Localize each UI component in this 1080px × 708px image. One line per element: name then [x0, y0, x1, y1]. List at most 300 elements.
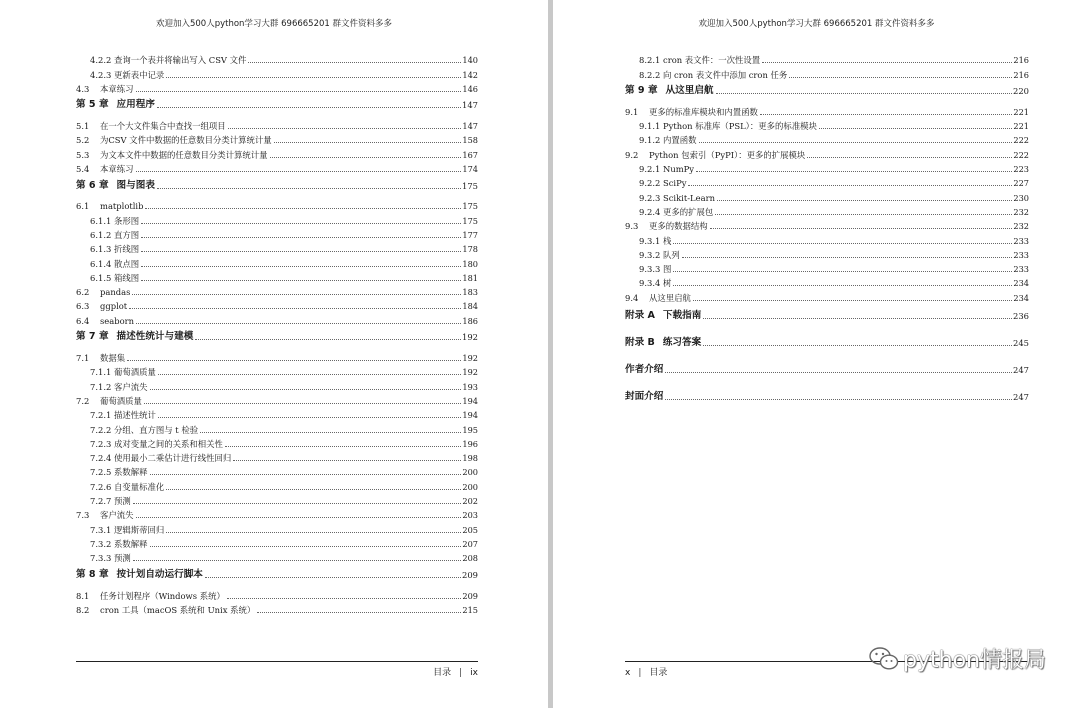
toc-entry: [625, 303, 1029, 330]
dot-leader: [157, 187, 461, 189]
dot-leader: [248, 61, 461, 63]
toc-entry-page: 142: [462, 69, 478, 80]
page-header: 欢迎加入500人python学习大群 696665201 群文件资料多多: [155, 19, 393, 29]
toc-entry-title: SciPy: [663, 178, 687, 189]
dot-leader: [136, 170, 462, 172]
toc-entry-title: 封面介绍: [625, 391, 664, 403]
toc-entry-title: 数据集: [100, 353, 126, 364]
toc-right: [625, 51, 1029, 411]
toc-entry-page: 202: [462, 496, 478, 507]
toc-entry-title: Scikit-Learn: [663, 192, 715, 203]
toc-entry: [625, 203, 1029, 217]
toc-entry-number: 6.1.5: [90, 272, 112, 283]
toc-entry-page: 209: [462, 569, 478, 580]
page-footer: [433, 665, 478, 678]
toc-entry: [76, 94, 478, 117]
toc-entry: [625, 260, 1029, 274]
toc-entry-number: 7.2.4: [90, 453, 112, 464]
toc-entry-number: 6.1.3: [90, 244, 112, 255]
toc-entry-title: 下载指南: [662, 310, 702, 322]
toc-entry-page: 222: [1013, 149, 1029, 160]
toc-entry-title: 从这里启航: [665, 85, 714, 97]
toc-entry-page: 178: [462, 244, 478, 255]
dot-leader: [699, 141, 1013, 143]
toc-entry-title: 葡萄酒质量: [100, 395, 142, 406]
toc-entry: [625, 246, 1029, 260]
dot-leader: [227, 597, 462, 599]
dot-leader: [166, 531, 461, 533]
toc-entry-page: 223: [1013, 164, 1029, 175]
toc-entry-page: 216: [1013, 69, 1029, 80]
dot-leader: [257, 611, 461, 613]
toc-entry-title: 按计划自动运行脚本: [116, 568, 203, 580]
toc-entry-title: 作者介绍: [625, 364, 664, 376]
toc-entry-title: 预测: [114, 496, 131, 507]
toc-entry-title: 树: [663, 278, 672, 289]
toc-entry-title: 任务计划程序（Windows 系统）: [100, 590, 225, 601]
toc-entry-title: matplotlib: [100, 201, 144, 212]
toc-entry-title: ggplot: [100, 301, 128, 312]
toc-entry-page: 196: [462, 438, 478, 449]
toc-entry-title: seaborn: [100, 315, 135, 326]
dot-leader: [673, 270, 1012, 272]
toc-entry-page: 234: [1013, 292, 1029, 303]
dot-leader: [129, 307, 461, 309]
toc-entry: [76, 51, 478, 65]
toc-entry-title: cron 工具（macOS 系统和 Unix 系统）: [100, 604, 256, 615]
toc-entry-page: 186: [462, 315, 478, 326]
dot-leader: [819, 127, 1013, 129]
toc-entry-page: 174: [462, 164, 478, 175]
toc-entry-number: 7.1.1: [90, 367, 112, 378]
toc-entry-title: 内置函数: [663, 135, 697, 146]
toc-entry-page: 233: [1013, 249, 1029, 260]
toc-entry-title: 系数解释: [114, 538, 148, 549]
toc-entry: [76, 363, 478, 377]
toc-entry-title: 折线图: [114, 244, 140, 255]
toc-entry-page: 205: [462, 524, 478, 535]
toc-entry-title: 队列: [663, 249, 680, 260]
dot-leader: [233, 459, 461, 461]
toc-entry-number: 6.1: [76, 201, 90, 212]
footer-label: 目录: [433, 668, 452, 678]
toc-entry-page: 147: [462, 100, 478, 111]
toc-entry: [625, 65, 1029, 79]
toc-entry-number: 9.3.3: [639, 264, 661, 275]
toc-entry-page: 232: [1013, 206, 1029, 217]
toc-entry-number: 7.3.1: [90, 524, 112, 535]
toc-entry: [76, 477, 478, 491]
toc-entry: [76, 420, 478, 434]
dot-leader: [717, 199, 1012, 201]
toc-entry-title: 葡萄酒质量: [114, 367, 156, 378]
toc-entry-number: 8.1: [76, 590, 90, 601]
dot-leader: [141, 279, 461, 281]
toc-entry-page: 236: [1013, 311, 1029, 322]
toc-entry-number: 附录 A: [625, 310, 655, 322]
toc-entry-number: 第 9 章: [625, 85, 658, 97]
dot-leader: [710, 227, 1013, 229]
toc-entry-title: 图与图表: [116, 179, 155, 191]
toc-entry-page: 175: [462, 180, 478, 191]
toc-entry: [625, 51, 1029, 65]
toc-entry: [76, 492, 478, 506]
toc-entry-title: 更新表中记录: [114, 69, 165, 80]
toc-entry-title: 练习答案: [662, 337, 702, 349]
dot-leader: [789, 76, 1012, 78]
toc-entry-title: Python 包索引（PyPI）：更多的扩展模块: [649, 149, 806, 160]
toc-entry-number: 5.2: [76, 135, 90, 146]
toc-entry-number: 9.3: [625, 221, 639, 232]
toc-entry-page: 193: [462, 381, 478, 392]
toc-entry: [625, 217, 1029, 231]
toc-entry-page: 194: [462, 395, 478, 406]
footer-page-number: ix: [470, 668, 478, 678]
toc-entry-number: 7.2: [76, 395, 90, 406]
toc-entry-number: 9.2: [625, 149, 639, 160]
toc-entry-page: 158: [462, 135, 478, 146]
toc-entry: [76, 117, 478, 131]
dot-leader: [150, 473, 462, 475]
toc-entry: [76, 520, 478, 534]
toc-entry-page: 203: [462, 510, 478, 521]
toc-entry: [76, 283, 478, 297]
toc-entry: [76, 197, 478, 211]
toc-entry: [76, 131, 478, 145]
toc-entry: [76, 377, 478, 391]
toc-entry-title: 应用程序: [116, 99, 155, 111]
dot-leader: [688, 184, 1012, 186]
toc-entry: [76, 406, 478, 420]
toc-entry-page: 208: [462, 553, 478, 564]
toc-entry-page: 198: [462, 453, 478, 464]
toc-entry-page: 175: [462, 215, 478, 226]
footer-rule: [76, 661, 478, 662]
toc-entry-page: 233: [1013, 264, 1029, 275]
toc-entry: [625, 231, 1029, 245]
toc-entry-title: 更多的标准库模块和内置函数: [649, 106, 758, 117]
toc-entry-number: 8.2.2: [639, 69, 661, 80]
toc-entry-page: 140: [462, 55, 478, 66]
toc-entry-page: 207: [462, 538, 478, 549]
toc-entry-page: 177: [462, 229, 478, 240]
toc-entry: [76, 297, 478, 311]
toc-entry: [625, 117, 1029, 131]
toc-entry-number: 6.2: [76, 287, 90, 298]
toc-entry-title: 条形图: [114, 215, 140, 226]
toc-entry-title: 为文本文件中数据的任意数目分类计算统计量: [100, 149, 268, 160]
dot-leader: [136, 90, 462, 92]
toc-entry: [76, 549, 478, 563]
wechat-icon: [869, 646, 899, 672]
toc-entry: [625, 188, 1029, 202]
toc-entry: [76, 435, 478, 449]
dot-leader: [665, 371, 1012, 373]
toc-entry-title: 分组、直方图与 t 检验: [114, 424, 199, 435]
toc-entry-page: 200: [462, 467, 478, 478]
toc-entry: [625, 174, 1029, 188]
toc-entry-title: 图: [663, 264, 672, 275]
right-page: [553, 0, 1080, 708]
toc-entry-number: 7.2.3: [90, 438, 112, 449]
toc-entry: [625, 274, 1029, 288]
dot-leader: [696, 170, 1012, 172]
toc-entry-number: 7.1.2: [90, 381, 112, 392]
toc-entry: [625, 80, 1029, 103]
toc-entry-number: 9.4: [625, 292, 639, 303]
dot-leader: [716, 92, 1012, 94]
toc-entry-number: 7.1: [76, 353, 90, 364]
footer-page-number: x: [625, 668, 631, 678]
toc-entry: [76, 80, 478, 94]
watermark: [869, 643, 1046, 674]
toc-entry-page: 195: [462, 424, 478, 435]
dot-leader: [762, 61, 1012, 63]
dot-leader: [682, 256, 1013, 258]
toc-entry: [625, 131, 1029, 145]
toc-entry-number: 9.1.2: [639, 135, 661, 146]
toc-entry-page: 146: [462, 83, 478, 94]
dot-leader: [166, 488, 461, 490]
toc-entry: [625, 384, 1029, 411]
toc-entry-number: 7.2.6: [90, 481, 112, 492]
toc-entry-number: 4.2.3: [90, 69, 112, 80]
toc-entry-title: 散点图: [114, 258, 140, 269]
toc-entry: [76, 174, 478, 197]
toc-entry-number: 第 7 章: [76, 331, 109, 343]
dot-leader: [133, 559, 462, 561]
toc-entry-title: 从这里启航: [649, 292, 691, 303]
toc-entry-page: 216: [1013, 55, 1029, 66]
toc-entry-page: 200: [462, 481, 478, 492]
dot-leader: [673, 242, 1012, 244]
toc-entry-number: 9.3.1: [639, 235, 661, 246]
toc-entry-page: 184: [462, 301, 478, 312]
toc-entry-number: 4.3: [76, 83, 90, 94]
toc-entry-page: 227: [1013, 178, 1029, 189]
toc-entry: [76, 349, 478, 363]
toc-entry-page: 194: [462, 410, 478, 421]
toc-entry-title: 为CSV 文件中数据的任意数目分类计算统计量: [100, 135, 272, 146]
toc-entry-number: 7.2.5: [90, 467, 112, 478]
watermark-text: python情报局: [903, 648, 1046, 673]
toc-entry-title: 本章练习: [100, 83, 134, 94]
dot-leader: [274, 141, 462, 143]
toc-entry-title: 箱线图: [114, 272, 140, 283]
dot-leader: [157, 106, 461, 108]
toc-entry-number: 7.2.2: [90, 424, 112, 435]
dot-leader: [150, 388, 462, 390]
toc-entry-number: 第 8 章: [76, 568, 109, 580]
dot-leader: [673, 284, 1012, 286]
toc-entry-title: 查询一个表并将输出写入 CSV 文件: [114, 55, 247, 66]
dot-leader: [158, 373, 461, 375]
toc-entry-title: 自变量标准化: [114, 481, 165, 492]
toc-entry-title: 直方图: [114, 229, 140, 240]
toc-entry-number: 6.3: [76, 301, 90, 312]
toc-entry-page: 209: [462, 590, 478, 601]
toc-entry-page: 147: [462, 121, 478, 132]
toc-entry: [625, 288, 1029, 302]
toc-entry: [76, 65, 478, 79]
toc-entry: [76, 506, 478, 520]
toc-entry-page: 222: [1013, 135, 1029, 146]
toc-entry: [76, 463, 478, 477]
footer-label: 目录: [649, 668, 668, 678]
toc-entry-number: 6.1.4: [90, 258, 112, 269]
toc-entry-number: 6.4: [76, 315, 90, 326]
toc-entry: [76, 269, 478, 283]
toc-entry-title: 成对变量之间的关系和相关性: [114, 438, 223, 449]
toc-entry-title: 客户流失: [100, 510, 134, 521]
toc-entry-title: Python 标准库（PSL）：更多的标准模块: [663, 121, 817, 132]
dot-leader: [195, 338, 461, 340]
toc-entry-number: 5.3: [76, 149, 90, 160]
toc-entry-page: 245: [1013, 338, 1029, 349]
toc-entry-number: 9.2.4: [639, 206, 661, 217]
page-header: 欢迎加入500人python学习大群 696665201 群文件资料多多: [698, 19, 935, 29]
toc-entry-number: 9.3.4: [639, 278, 661, 289]
toc-entry: [76, 535, 478, 549]
toc-entry-title: 描述性统计: [114, 410, 156, 421]
toc-entry: [76, 254, 478, 268]
toc-entry-page: 221: [1013, 121, 1029, 132]
toc-entry-page: 181: [462, 272, 478, 283]
toc-entry: [76, 240, 478, 254]
toc-entry-number: 5.1: [76, 121, 90, 132]
footer-separator: |: [638, 668, 642, 678]
toc-entry-page: 220: [1013, 86, 1029, 97]
toc-entry-page: 192: [462, 353, 478, 364]
dot-leader: [141, 265, 461, 267]
dot-leader: [228, 127, 462, 129]
toc-entry-page: 192: [462, 332, 478, 343]
toc-entry-number: 9.1: [625, 106, 639, 117]
toc-entry: [625, 145, 1029, 159]
page-footer: [625, 665, 667, 678]
toc-entry-number: 6.1.2: [90, 229, 112, 240]
toc-entry-title: 向 cron 表文件中添加 cron 任务: [663, 69, 788, 80]
toc-entry-number: 第 5 章: [76, 99, 109, 111]
toc-entry-page: 215: [462, 604, 478, 615]
dot-leader: [141, 250, 461, 252]
toc-entry-number: 7.2.7: [90, 496, 112, 507]
dot-leader: [145, 207, 461, 209]
toc-entry-page: 234: [1013, 278, 1029, 289]
toc-entry-title: 栈: [663, 235, 672, 246]
toc-entry-title: 本章练习: [100, 164, 134, 175]
toc-entry: [625, 103, 1029, 117]
dot-leader: [144, 402, 461, 404]
toc-entry-title: 描述性统计与建模: [116, 331, 194, 343]
toc-entry: [625, 330, 1029, 357]
toc-entry-number: 7.3.3: [90, 553, 112, 564]
toc-entry-title: 更多的扩展包: [663, 206, 714, 217]
toc-entry-number: 9.2.2: [639, 178, 661, 189]
toc-entry: [76, 586, 478, 600]
toc-entry: [76, 211, 478, 225]
footer-separator: |: [459, 668, 463, 678]
toc-entry-number: 8.2: [76, 604, 90, 615]
toc-entry: [76, 226, 478, 240]
toc-entry-title: 使用最小二乘估计进行线性回归: [114, 453, 232, 464]
dot-leader: [141, 236, 461, 238]
dot-leader: [127, 359, 461, 361]
toc-entry: [76, 392, 478, 406]
toc-entry-page: 230: [1013, 192, 1029, 203]
toc-entry-title: 客户流失: [114, 381, 148, 392]
dot-leader: [807, 156, 1012, 158]
dot-leader: [205, 576, 461, 578]
toc-entry-number: 7.3.2: [90, 538, 112, 549]
toc-entry-number: 9.1.1: [639, 121, 661, 132]
dot-leader: [158, 416, 461, 418]
toc-entry: [76, 601, 478, 615]
toc-entry: [625, 160, 1029, 174]
toc-entry-title: 系数解释: [114, 467, 148, 478]
toc-entry-page: 247: [1013, 392, 1029, 403]
dot-leader: [136, 322, 461, 324]
toc-entry-title: NumPy: [663, 164, 695, 175]
toc-entry-number: 4.2.2: [90, 55, 112, 66]
toc-entry: [76, 145, 478, 159]
toc-entry-number: 9.2.3: [639, 192, 661, 203]
toc-entry-title: 更多的数据结构: [649, 221, 708, 232]
toc-entry-number: 9.2.1: [639, 164, 661, 175]
toc-entry-page: 180: [462, 258, 478, 269]
toc-entry-number: 8.2.1: [639, 55, 661, 66]
toc-entry: [76, 449, 478, 463]
dot-leader: [166, 76, 461, 78]
toc-entry: [625, 357, 1029, 384]
dot-leader: [270, 156, 462, 158]
toc-entry-page: 247: [1013, 365, 1029, 376]
toc-entry-number: 第 6 章: [76, 179, 109, 191]
dot-leader: [703, 344, 1012, 346]
toc-entry-title: 在一个大文件集合中查找一组项目: [100, 121, 226, 132]
dot-leader: [665, 398, 1012, 400]
dot-leader: [760, 113, 1012, 115]
toc-entry-number: 7.3: [76, 510, 90, 521]
dot-leader: [136, 516, 462, 518]
toc-entry-title: 逻辑斯蒂回归: [114, 524, 165, 535]
toc-entry: [76, 160, 478, 174]
toc-entry-page: 167: [462, 149, 478, 160]
dot-leader: [703, 317, 1012, 319]
toc-entry-page: 175: [462, 201, 478, 212]
toc-left: [76, 51, 478, 615]
toc-entry-number: 6.1.1: [90, 215, 112, 226]
toc-entry: [76, 563, 478, 586]
toc-entry-page: 232: [1013, 221, 1029, 232]
toc-entry-number: 9.3.2: [639, 249, 661, 260]
toc-entry-title: 预测: [114, 553, 131, 564]
toc-entry: [76, 326, 478, 349]
toc-entry-title: pandas: [100, 287, 131, 298]
toc-entry-page: 192: [462, 367, 478, 378]
toc-entry: [76, 311, 478, 325]
toc-entry-page: 221: [1013, 106, 1029, 117]
toc-entry-number: 附录 B: [625, 337, 655, 349]
toc-entry-number: 7.2.1: [90, 410, 112, 421]
dot-leader: [150, 545, 462, 547]
toc-entry-page: 183: [462, 287, 478, 298]
dot-leader: [225, 445, 461, 447]
dot-leader: [133, 502, 462, 504]
toc-entry-page: 233: [1013, 235, 1029, 246]
dot-leader: [693, 299, 1012, 301]
toc-entry-title: cron 表文件：一次性设置: [663, 55, 761, 66]
